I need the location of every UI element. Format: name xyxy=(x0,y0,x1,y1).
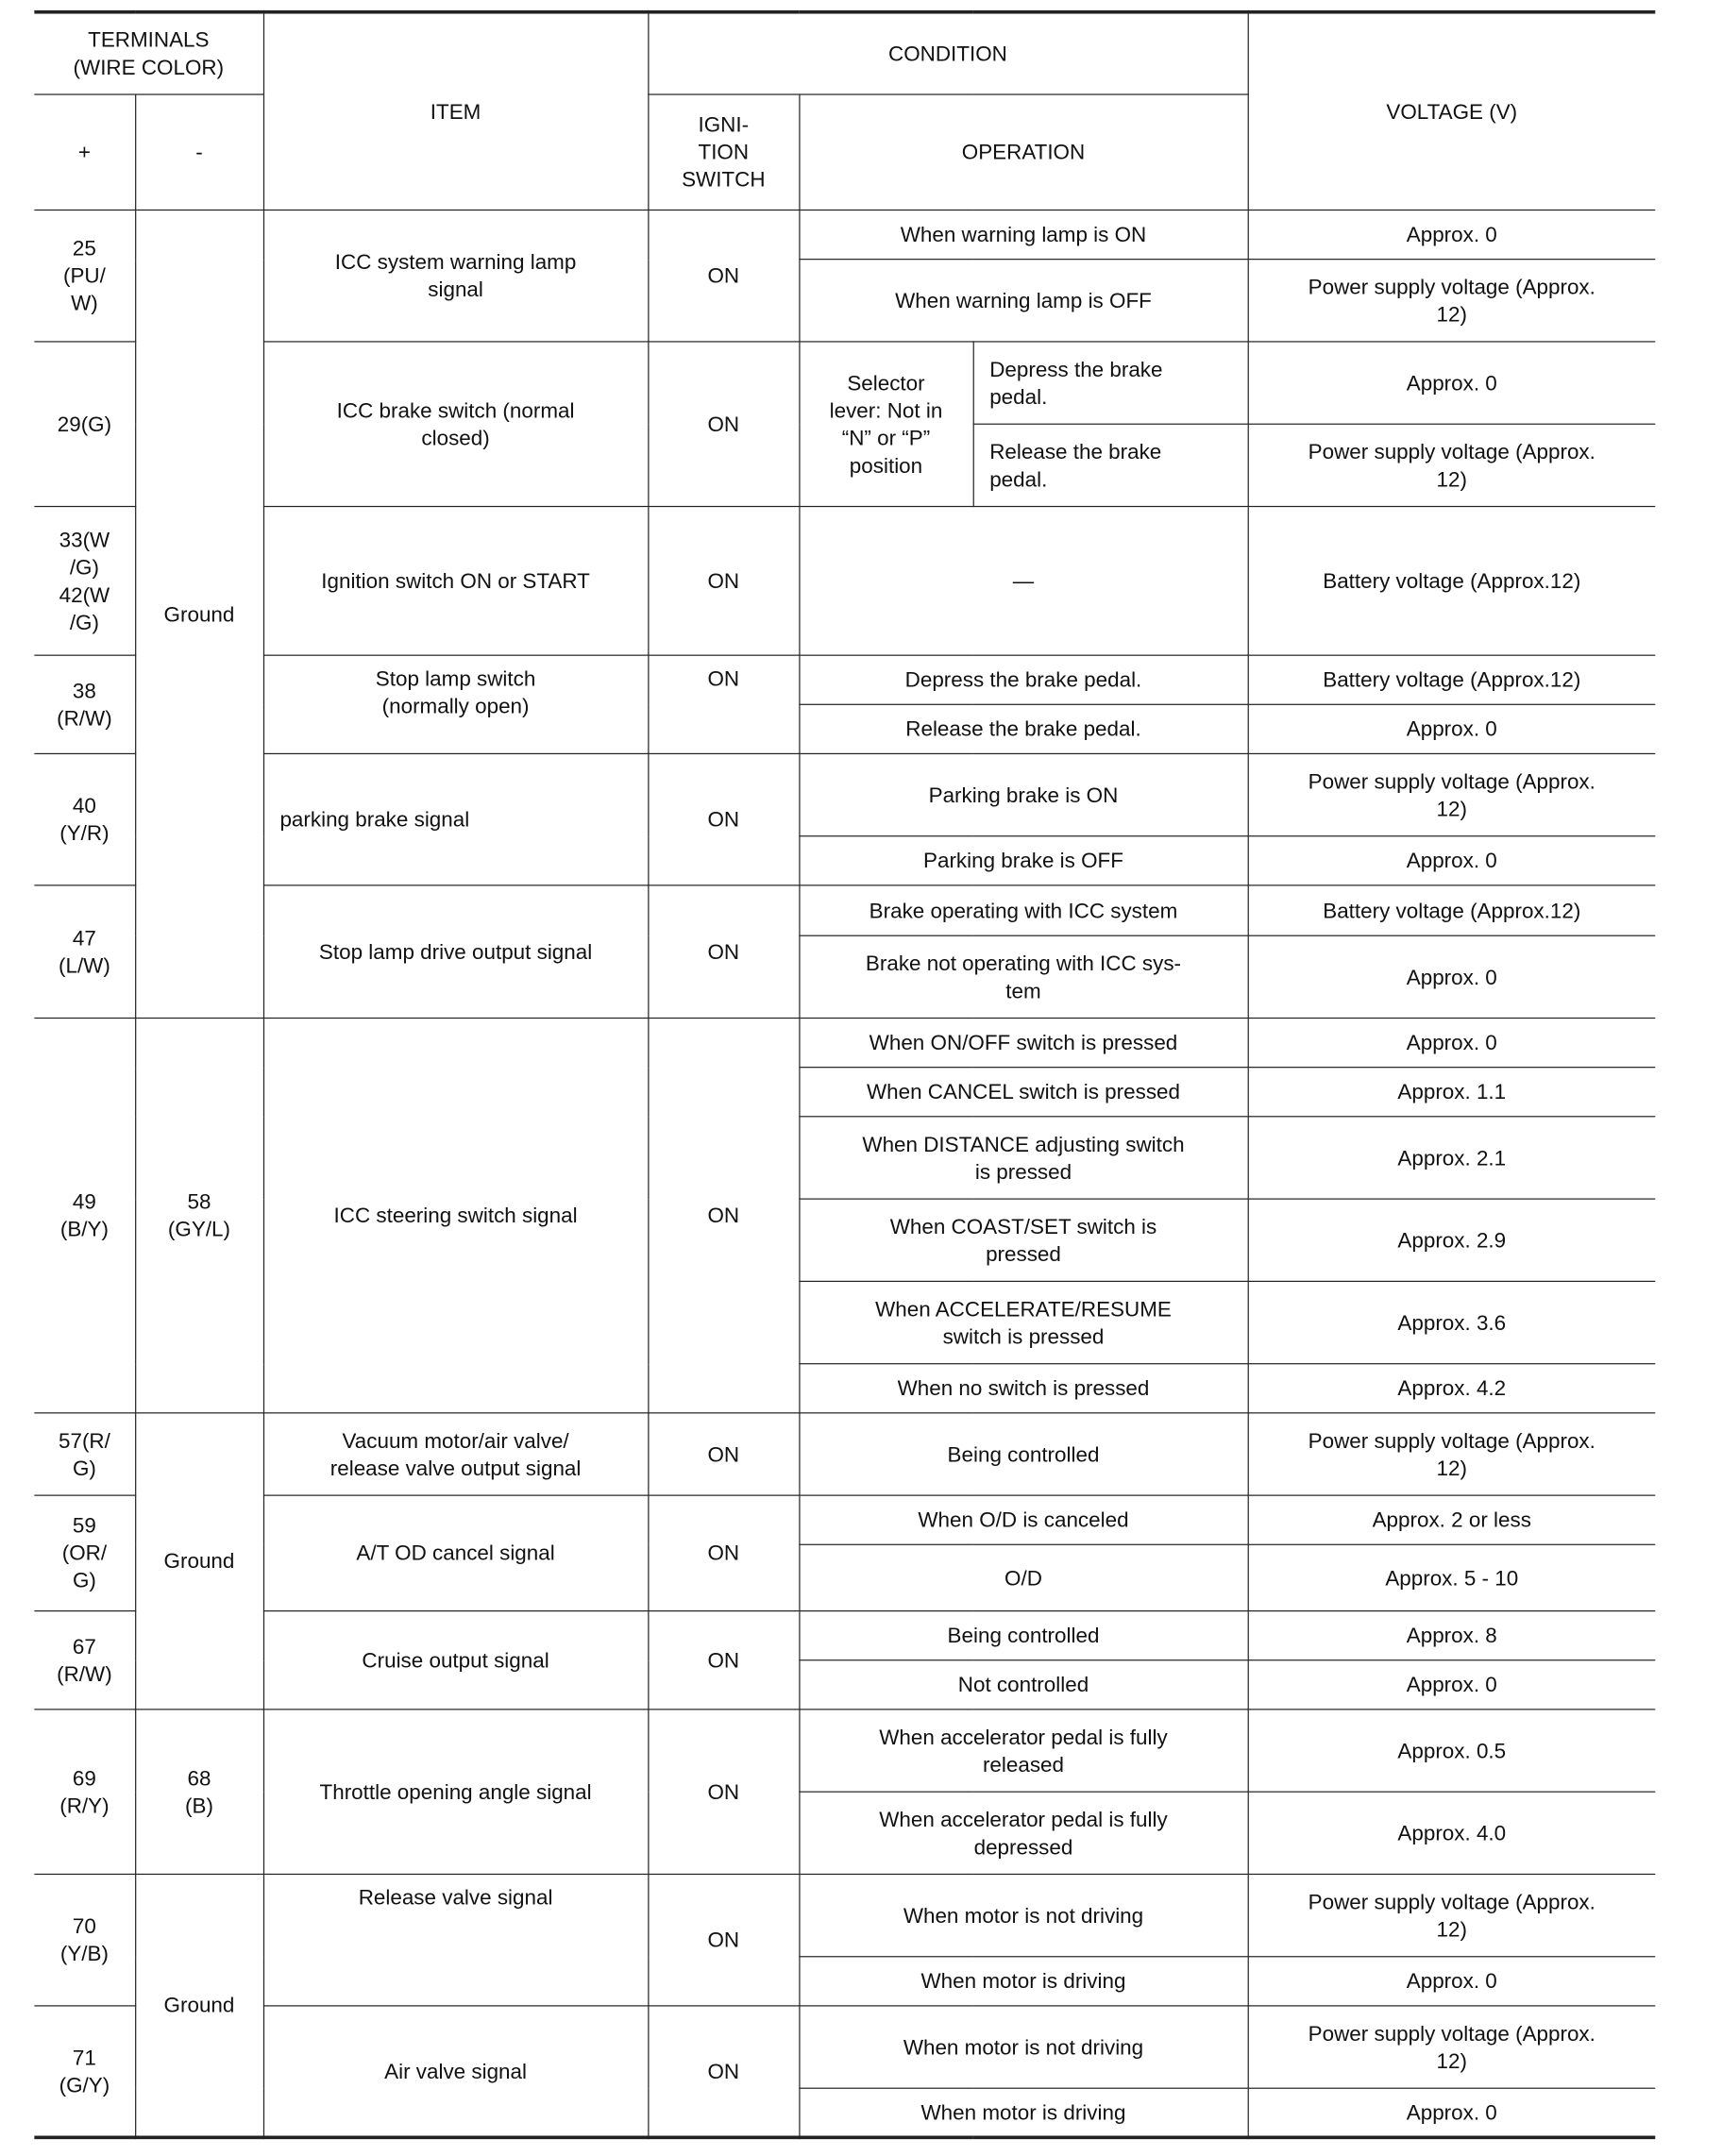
table-row xyxy=(34,753,1655,835)
operation-cell: When O/D is canceled xyxy=(799,1495,1247,1544)
terminal-minus-ground: Ground xyxy=(135,1874,263,2137)
operation-cell: When motor is driving xyxy=(799,2088,1247,2137)
ignition-cell: ON xyxy=(648,753,799,884)
operation-cell: When no switch is pressed xyxy=(799,1364,1247,1413)
voltage-header: VOLTAGE (V) xyxy=(1248,12,1656,211)
voltage-cell: Power supply voltage (Approx. 12) xyxy=(1248,1413,1656,1495)
voltage-cell: Approx. 4.0 xyxy=(1248,1792,1656,1874)
table-row xyxy=(34,507,1655,656)
terminal-plus: 69 (R/Y) xyxy=(34,1710,135,1875)
ignition-cell: ON xyxy=(648,1413,799,1495)
voltage-cell: Approx. 0 xyxy=(1248,210,1656,259)
item-cell: Release valve signal xyxy=(263,1874,648,2005)
item-header: ITEM xyxy=(263,12,648,211)
ignition-cell: ON xyxy=(648,342,799,507)
ignition-cell: ON xyxy=(648,1495,799,1610)
voltage-cell: Approx. 5 - 10 xyxy=(1248,1544,1656,1610)
terminal-plus: 25 (PU/ W) xyxy=(34,210,135,341)
terminal-plus: 59 (OR/ G) xyxy=(34,1495,135,1610)
terminal-plus: 40 (Y/R) xyxy=(34,753,135,884)
voltage-cell: Approx. 0.5 xyxy=(1248,1710,1656,1792)
operation-cell: Brake not operating with ICC sys- tem xyxy=(799,935,1247,1018)
table-row xyxy=(34,210,1655,259)
ignition-cell: ON xyxy=(648,2006,799,2137)
voltage-cell: Power supply voltage (Approx. 12) xyxy=(1248,424,1656,506)
terminal-plus: 47 (L/W) xyxy=(34,885,135,1019)
voltage-cell: Power supply voltage (Approx. 12) xyxy=(1248,260,1656,342)
item-cell: Throttle opening angle signal xyxy=(263,1710,648,1875)
voltage-cell: Approx. 0 xyxy=(1248,1660,1656,1710)
voltage-cell: Approx. 0 xyxy=(1248,836,1656,885)
terminal-plus: 67 (R/W) xyxy=(34,1611,135,1710)
item-cell: Stop lamp drive output signal xyxy=(263,885,648,1019)
terminals-header: TERMINALS (WIRE COLOR) xyxy=(34,12,263,94)
operation-cell: Release the brake pedal. xyxy=(973,424,1248,506)
item-cell: ICC steering switch signal xyxy=(263,1019,648,1413)
table-row xyxy=(34,1611,1655,1660)
voltage-cell: Approx. 4.2 xyxy=(1248,1364,1656,1413)
terminal-minus-ground: Ground xyxy=(135,1413,263,1710)
operation-cell: Parking brake is ON xyxy=(799,753,1247,835)
item-cell: ICC system warning lamp signal xyxy=(263,210,648,341)
terminal-minus: 58 (GY/L) xyxy=(135,1019,263,1413)
voltage-cell: Approx. 2.9 xyxy=(1248,1199,1656,1281)
table-row xyxy=(34,655,1655,704)
table-row xyxy=(34,1019,1655,1068)
voltage-cell: Approx. 0 xyxy=(1248,2088,1656,2137)
terminal-plus: 49 (B/Y) xyxy=(34,1019,135,1413)
operation-cell: When ON/OFF switch is pressed xyxy=(799,1019,1247,1068)
voltage-cell: Power supply voltage (Approx. 12) xyxy=(1248,753,1656,835)
terminal-voltage-table xyxy=(34,10,1655,2139)
condition-header: CONDITION xyxy=(648,12,1247,94)
terminal-plus: 71 (G/Y) xyxy=(34,2006,135,2137)
plus-header: + xyxy=(34,94,135,210)
operation-cell: Not controlled xyxy=(799,1660,1247,1710)
ignition-cell: ON xyxy=(648,210,799,341)
operation-cell: Parking brake is OFF xyxy=(799,836,1247,885)
table-row xyxy=(34,1413,1655,1495)
table-row xyxy=(34,1874,1655,1956)
table-row xyxy=(34,2006,1655,2088)
operation-cell: When motor is not driving xyxy=(799,1874,1247,1956)
table-row xyxy=(34,342,1655,424)
ignition-cell: ON xyxy=(648,1611,799,1710)
item-cell: Stop lamp switch (normally open) xyxy=(263,655,648,753)
voltage-cell: Battery voltage (Approx.12) xyxy=(1248,885,1656,935)
operation-cell: When warning lamp is OFF xyxy=(799,260,1247,342)
terminal-plus: 38 (R/W) xyxy=(34,655,135,753)
ignition-cell: ON xyxy=(648,655,799,753)
item-cell: A/T OD cancel signal xyxy=(263,1495,648,1610)
operation-cell: O/D xyxy=(799,1544,1247,1610)
voltage-cell: Power supply voltage (Approx. 12) xyxy=(1248,1874,1656,1956)
item-cell: Air valve signal xyxy=(263,2006,648,2137)
voltage-cell: Approx. 0 xyxy=(1248,704,1656,753)
operation-cell: When DISTANCE adjusting switch is pressed xyxy=(799,1117,1247,1199)
operation-cell: When CANCEL switch is pressed xyxy=(799,1068,1247,1117)
operation-cell: Brake operating with ICC system xyxy=(799,885,1247,935)
item-cell: Vacuum motor/air valve/ release valve output signal xyxy=(263,1413,648,1495)
ignition-cell: ON xyxy=(648,1019,799,1413)
voltage-cell: Approx. 2 or less xyxy=(1248,1495,1656,1544)
voltage-cell: Approx. 0 xyxy=(1248,935,1656,1018)
operation-cell: When COAST/SET switch is pressed xyxy=(799,1199,1247,1281)
voltage-cell: Approx. 0 xyxy=(1248,1957,1656,2006)
operation-cell: When accelerator pedal is fully released xyxy=(799,1710,1247,1792)
operation-cell: Release the brake pedal. xyxy=(799,704,1247,753)
terminal-plus: 33(W /G) 42(W /G) xyxy=(34,507,135,656)
ignition-cell: ON xyxy=(648,507,799,656)
voltage-cell: Battery voltage (Approx.12) xyxy=(1248,507,1656,656)
item-cell: Ignition switch ON or START xyxy=(263,507,648,656)
operation-cell: Depress the brake pedal. xyxy=(973,342,1248,424)
terminal-plus: 70 (Y/B) xyxy=(34,1874,135,2005)
ignition-cell: ON xyxy=(648,1710,799,1875)
item-cell: parking brake signal xyxy=(263,753,648,884)
table-row xyxy=(34,885,1655,935)
voltage-cell: Approx. 1.1 xyxy=(1248,1068,1656,1117)
terminal-plus: 57(R/ G) xyxy=(34,1413,135,1495)
operation-cell: When motor is driving xyxy=(799,1957,1247,2006)
item-cell: ICC brake switch (normal closed) xyxy=(263,342,648,507)
terminal-minus: 68 (B) xyxy=(135,1710,263,1875)
table-row xyxy=(34,1710,1655,1792)
voltage-cell: Approx. 2.1 xyxy=(1248,1117,1656,1199)
operation-cell: Being controlled xyxy=(799,1413,1247,1495)
ignition-cell: ON xyxy=(648,885,799,1019)
operation-cell: When accelerator pedal is fully depressed xyxy=(799,1792,1247,1874)
voltage-cell: Approx. 8 xyxy=(1248,1611,1656,1660)
voltage-cell: Approx. 3.6 xyxy=(1248,1281,1656,1363)
item-cell: Cruise output signal xyxy=(263,1611,648,1710)
table-row xyxy=(34,1495,1655,1544)
terminal-minus-ground: Ground xyxy=(135,210,263,1018)
operation-header: OPERATION xyxy=(799,94,1247,210)
voltage-cell: Power supply voltage (Approx. 12) xyxy=(1248,2006,1656,2088)
operation-cell: When warning lamp is ON xyxy=(799,210,1247,259)
header-row xyxy=(34,12,1655,94)
ignition-cell: ON xyxy=(648,1874,799,2005)
terminal-plus: 29(G) xyxy=(34,342,135,507)
voltage-cell: Approx. 0 xyxy=(1248,342,1656,424)
voltage-cell: Battery voltage (Approx.12) xyxy=(1248,655,1656,704)
minus-header: - xyxy=(135,94,263,210)
selector-condition-cell: Selector lever: Not in “N” or “P” position xyxy=(799,342,972,507)
voltage-cell: Approx. 0 xyxy=(1248,1019,1656,1068)
operation-cell: When motor is not driving xyxy=(799,2006,1247,2088)
operation-cell: Being controlled xyxy=(799,1611,1247,1660)
operation-cell: Depress the brake pedal. xyxy=(799,655,1247,704)
operation-cell: When ACCELERATE/RESUME switch is pressed xyxy=(799,1281,1247,1363)
ignition-switch-header: IGNI- TION SWITCH xyxy=(648,94,799,210)
operation-cell: — xyxy=(799,507,1247,656)
